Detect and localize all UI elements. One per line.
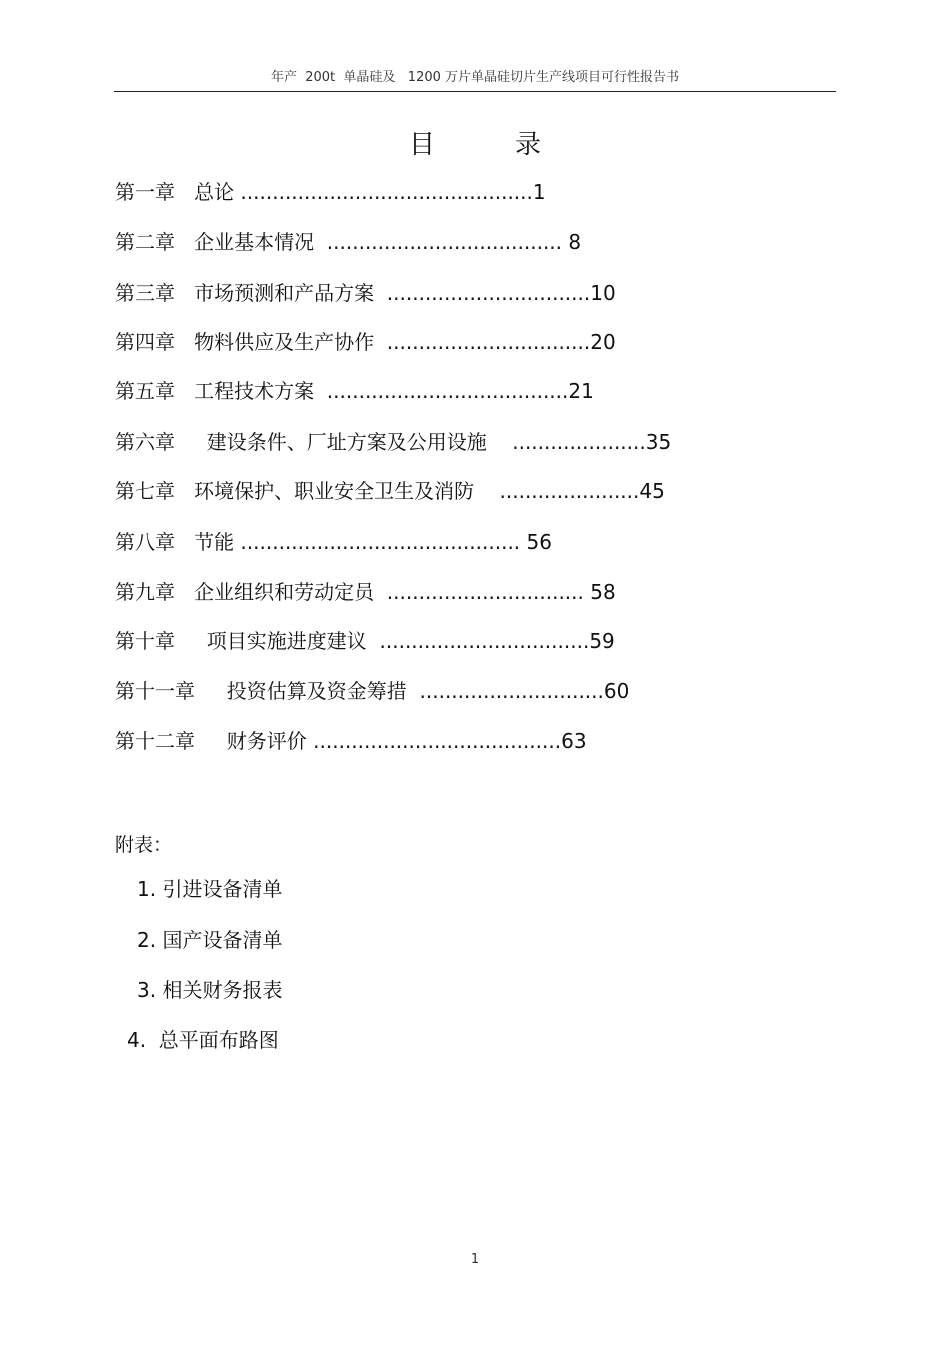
toc-page-number: 21 (568, 379, 594, 403)
toc-leader-dots: ...................... (474, 479, 640, 503)
toc-page-number: 35 (645, 430, 672, 454)
toc-title: 目录 (408, 130, 621, 160)
toc-page-number: 56 (526, 530, 552, 554)
toc-leader-dots: .............................................. (234, 180, 533, 204)
toc-page-number: 59 (589, 629, 615, 653)
toc-chapter-label: 第八章 (115, 530, 175, 554)
toc-entry[interactable] (115, 629, 615, 653)
toc-entry[interactable] (115, 281, 616, 305)
toc-leader-dots: ..................................... (314, 230, 569, 254)
toc-gap (175, 430, 207, 454)
toc-entry-title: 节能 (194, 530, 235, 554)
toc-entry[interactable] (115, 729, 587, 753)
toc-chapter-label: 第十二章 (115, 729, 195, 753)
toc-leader-dots: ................................ (374, 330, 591, 354)
toc-gap (175, 580, 194, 604)
toc-chapter-label: 第二章 (115, 230, 175, 254)
toc-entry[interactable] (115, 479, 665, 503)
toc-entry-title: 企业组织和劳动定员 (194, 580, 375, 604)
toc-entry[interactable] (115, 530, 552, 554)
toc-gap (175, 479, 194, 503)
toc-entry[interactable] (115, 430, 671, 454)
toc-entry-title: 投资估算及资金筹措 (226, 679, 407, 703)
toc-leader-dots: ............................................ (234, 530, 527, 554)
toc-chapter-label: 第一章 (115, 180, 175, 204)
toc-entry[interactable] (115, 580, 616, 604)
toc-entry[interactable] (115, 230, 581, 254)
toc-chapter-label: 第七章 (115, 479, 175, 503)
toc-page-number: 60 (603, 679, 630, 703)
toc-entry-title: 建设条件、厂址方案及公用设施 (206, 430, 487, 454)
toc-page-number: 58 (590, 580, 616, 604)
appendix-item[interactable]: 4. 总平面布路图 (127, 1028, 279, 1052)
page-number: 1 (470, 1252, 480, 1267)
toc-gap (175, 530, 194, 554)
toc-gap (175, 330, 194, 354)
toc-entry-title: 项目实施进度建议 (206, 629, 367, 653)
toc-entry[interactable] (115, 180, 546, 204)
toc-entry[interactable] (115, 679, 629, 703)
toc-entry-title: 工程技术方案 (194, 379, 315, 403)
toc-gap (175, 379, 194, 403)
toc-leader-dots: ............................. (406, 679, 604, 703)
toc-chapter-label: 第四章 (115, 330, 175, 354)
toc-page-number: 45 (639, 479, 665, 503)
toc-chapter-label: 第十一章 (115, 679, 195, 703)
toc-page-number: 8 (568, 230, 582, 254)
toc-entry-title: 物料供应及生产协作 (194, 330, 375, 354)
toc-leader-dots: ................................. (366, 629, 590, 653)
toc-page-number: 1 (532, 180, 546, 204)
toc-gap (195, 729, 227, 753)
toc-leader-dots: ............................... (374, 580, 591, 604)
toc-gap (175, 180, 194, 204)
toc-chapter-label: 第九章 (115, 580, 175, 604)
toc-leader-dots: ....................................... (306, 729, 562, 753)
toc-gap (175, 629, 207, 653)
toc-chapter-label: 第三章 (115, 281, 175, 305)
header-divider (114, 91, 836, 92)
toc-page-number: 20 (590, 330, 616, 354)
toc-chapter-label: 第十章 (115, 629, 175, 653)
toc-gap (175, 281, 194, 305)
toc-page-number: 10 (590, 281, 616, 305)
toc-entry-title: 企业基本情况 (194, 230, 315, 254)
toc-entry-title: 市场预测和产品方案 (194, 281, 375, 305)
toc-gap (195, 679, 227, 703)
toc-entry-title: 环境保护、职业安全卫生及消防 (194, 479, 475, 503)
running-header: 年产 200t 单晶硅及 1200 万片单晶硅切片生产线项目可行性报告书 (270, 70, 680, 85)
appendix-item[interactable]: 3. 相关财务报表 (137, 978, 283, 1002)
toc-entry[interactable] (115, 330, 616, 354)
appendix-item[interactable]: 1. 引进设备清单 (137, 877, 283, 901)
toc-page-number: 63 (561, 729, 587, 753)
appendix-title: 附表： (115, 834, 173, 856)
toc-chapter-label: 第五章 (115, 379, 175, 403)
toc-leader-dots: ...................................... (314, 379, 569, 403)
toc-gap (175, 230, 194, 254)
toc-entry-title: 财务评价 (226, 729, 307, 753)
toc-chapter-label: 第六章 (115, 430, 175, 454)
toc-entry[interactable] (115, 379, 594, 403)
toc-entry-title: 总论 (194, 180, 235, 204)
toc-leader-dots: ................................ (374, 281, 591, 305)
toc-leader-dots: ..................... (486, 430, 646, 454)
appendix-item[interactable]: 2. 国产设备清单 (137, 928, 283, 952)
